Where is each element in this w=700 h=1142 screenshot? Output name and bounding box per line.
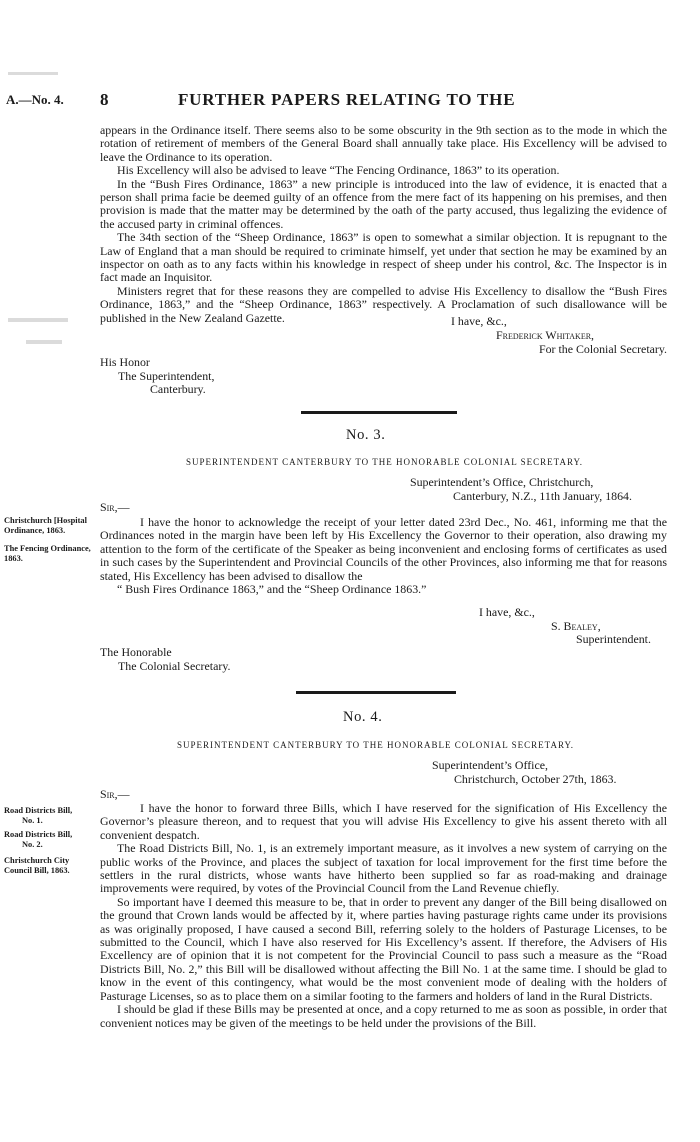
paragraph: I have the honor to forward three Bills, which I have reserved for the signification of His Excellency the Governor’s pleasure thereon, and to request that you will advise His Excellency to give his assent thereto with all convenient despatch. <box>100 801 667 842</box>
margin-note-line: Road Districts Bill, <box>4 806 73 815</box>
margin-note: The Fencing Ordinance, 1863. <box>4 544 91 563</box>
document-reference: A.—No. 4. <box>6 92 64 107</box>
letter-number-heading: No. 4. <box>343 709 383 725</box>
margin-note <box>4 806 94 825</box>
paragraph: I have the honor to acknowledge the receipt of your letter dated 23rd Dec., No. 461, informing me that the Ordinances noted in the margin have been left by His Excellency the Governor to their operation, also drawing my attention to the form of the certificate of the Speaker as being inconvenient and enclosing forms of certificates as used in such cases by the Superintendent and Provincial Councils of the other Provinces, also informing me that for reasons stated, His Excellency has been advised to disallow the <box>100 515 667 583</box>
sender-date: Canterbury, N.Z., 11th January, 1864. <box>453 489 632 503</box>
margin-note: Christchurch City Council Bill, 1863. <box>4 856 70 875</box>
letter-number-heading: No. 3. <box>346 427 386 443</box>
addressee-line: Canterbury. <box>150 382 206 396</box>
letter-subheading: SUPERINTENDENT CANTERBURY TO THE HONORABLE COLONIAL SECRETARY. <box>177 740 575 750</box>
paragraph: Ministers regret that for these reasons they are compelled to advise His Excellency to disallow the “Bush Fires Ordinance, 1863,” and the “Sheep Ordinance, 1863” respectively. A Proclamation of such disallowance will be published in the New Zealand Gazette. <box>100 283 667 325</box>
paragraph: His Excellency will also be advised to leave “The Fencing Ordinance, 1863” to its operation. <box>117 163 560 178</box>
section-rule <box>301 411 457 414</box>
paragraph: The 34th section of the “Sheep Ordinance, 1863” is open to somewhat a similar objection. It is repugnant to the Law of England that a man should be required to criminate himself, yet under that section he may be examined by an inspector on oath as to any facts within his knowledge in respect of sheep under his control, &c. The Inspector is in fact made an Inquisitor. <box>100 230 667 285</box>
addressee-line: The Superintendent, <box>118 369 215 383</box>
sender-date: Christchurch, October 27th, 1863. <box>454 772 617 786</box>
margin-note <box>4 830 94 849</box>
scan-smudge <box>26 340 62 344</box>
paragraph: In the “Bush Fires Ordinance, 1863” a new principle is introduced into the law of evidence, it is enacted that a person shall prima facie be deemed guilty of an offence from the mere fact of its happening on his premises, and then provision is made that the matter may be determined by the oath of the party accused, thus legalizing the evidence of the accused party in criminal offences. <box>100 176 667 231</box>
signature-title: Superintendent. <box>576 632 651 646</box>
scan-smudge <box>8 318 68 322</box>
letter-subheading: SUPERINTENDENT CANTERBURY TO THE HONORABLE COLONIAL SECRETARY. <box>186 457 584 467</box>
paragraph: appears in the Ordinance itself. There seems also to be some obscurity in the 9th section as to the mode in which the rotation of retirement of members of the General Board shall annually take place. His Excellency will be advised to leave the Ordinance to its operation. <box>100 123 667 164</box>
running-title: FURTHER PAPERS RELATING TO THE <box>178 90 516 109</box>
letter-body <box>100 802 667 1030</box>
margin-note-line: No. 1. <box>22 815 43 825</box>
addressee-line: His Honor <box>100 355 150 369</box>
page-number: 8 <box>100 90 109 109</box>
paragraph: The Road Districts Bill, No. 1, is an extremely important measure, as it involves a new system of carrying on the public works of the Province, and places the subject of taxation for local improvement for the first time before the settlers in the rural districts, whose wants have hitherto been supplied so far as road-making and drainage improvements were required, by votes of the Provincial Council from the Land Revenue chiefly. <box>100 841 667 896</box>
signature-name: Frederick Whitaker, <box>496 328 595 342</box>
quoted-line: “ Bush Fires Ordinance 1863,” and the “Sheep Ordinance 1863.” <box>117 582 427 597</box>
paragraph: So important have I deemed this measure to be, that in order to prevent any danger of the Bill being disallowed on the ground that Crown lands would be affected by it, where parties having pasturage rights came under its provisions as was originally proposed, I have caused a second Bill, referring solely to the holders of Pasturage Licenses, to be submitted to the Council, which I have also reserved for His Excellency’s assent. If therefore, the Advisers of His Excellency are of opinion that it is not competent for the Provincial Council to pass such a measure as the “Road Districts Bill, No. 2,” this Bill will be disallowed without affecting the Bill No. 1 at the same time. I should be glad to know in the event of this contingency, what would be the most convenient mode of dealing with the holders of Pasturage Licenses, so as to place them on a similar footing to the farmers and holders of land in the Rural Districts. <box>100 894 667 1003</box>
margin-note: Christchurch [Hospital Ordinance, 1863. <box>4 516 87 535</box>
paragraph: I should be glad if these Bills may be presented at once, and a copy returned to me as soon as possible, in order that convenient notices may be given of the meetings to be held under the provisions of the Bill. <box>100 1002 667 1030</box>
addressee-line: The Colonial Secretary. <box>118 659 231 673</box>
letter-continuation <box>100 124 667 325</box>
signature-name: S. Bealey, <box>551 619 601 633</box>
scan-smudge <box>8 72 58 75</box>
signature-title: For the Colonial Secretary. <box>539 342 668 356</box>
sender-address: Superintendent’s Office, Christchurch, <box>410 475 594 489</box>
salutation: Sir,— <box>100 787 130 801</box>
section-rule <box>296 691 456 694</box>
addressee-line: The Honorable <box>100 645 172 659</box>
salutation: Sir,— <box>100 500 130 514</box>
letter-body <box>100 516 667 596</box>
margin-note-line: No. 2. <box>22 839 43 849</box>
closing: I have, &c., <box>451 314 507 328</box>
closing: I have, &c., <box>479 605 535 619</box>
margin-note-line: Road Districts Bill, <box>4 830 73 839</box>
sender-address: Superintendent’s Office, <box>432 758 549 772</box>
